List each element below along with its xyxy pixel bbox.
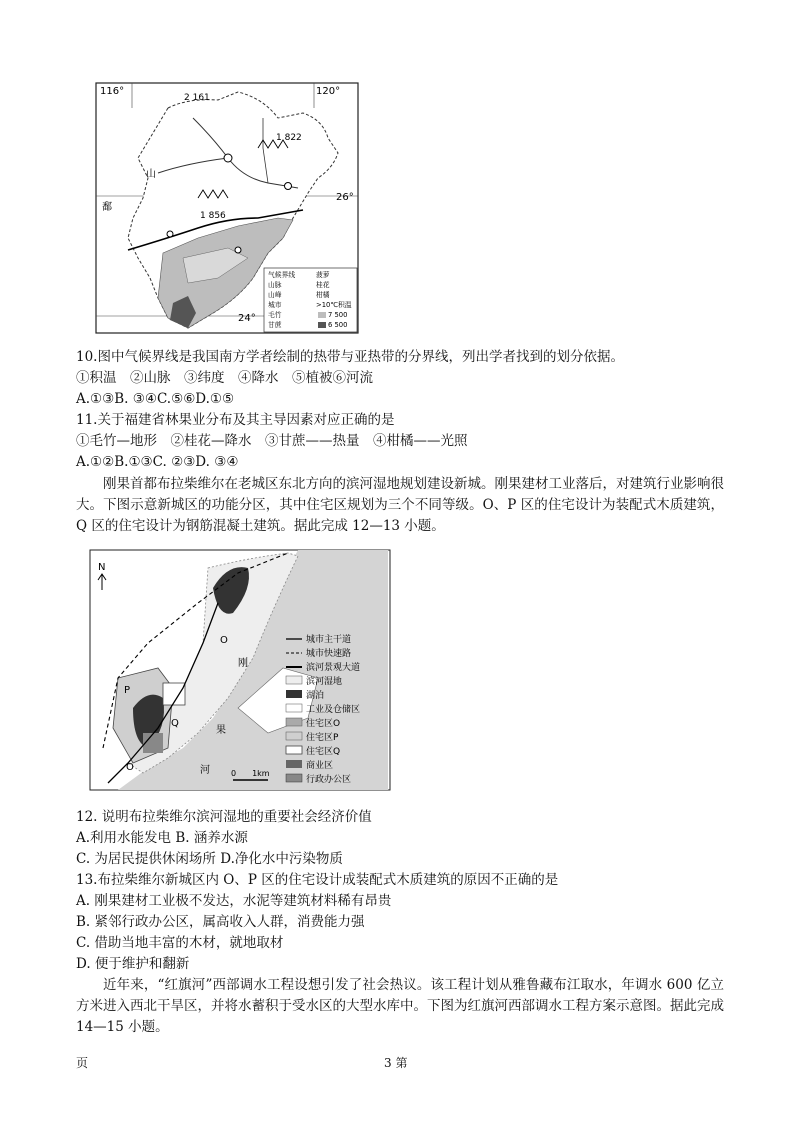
legend-entry: 毛竹 — [268, 311, 282, 319]
peak-label: 2 161 — [184, 93, 210, 103]
legend-entry: 7 500 — [328, 311, 348, 319]
legend-entry: 气候界线 — [268, 271, 296, 279]
fujian-map-svg — [88, 78, 374, 340]
brazzaville-newtown-map — [88, 548, 398, 798]
fujian-climate-map — [88, 78, 374, 340]
legend-entry: 住宅区P — [306, 733, 339, 743]
legend-entry: 菠萝 — [316, 271, 330, 279]
q12-options-ab: A.利用水能发电 B. 涵养水源 — [76, 830, 248, 846]
lat-26-label: 26° — [336, 192, 354, 203]
q13-option-c: C. 借助当地丰富的木材，就地取材 — [76, 935, 284, 951]
legend-entry: 甘蔗 — [268, 321, 282, 329]
q12-stem: 12. 说明布拉柴维尔滨河湿地的重要社会经济价值 — [76, 809, 372, 825]
legend-entry: 山脉 — [268, 281, 282, 289]
north-label: N — [98, 562, 106, 573]
zone-q-label: Q — [171, 718, 179, 729]
legend-entry: 商业区 — [306, 761, 334, 771]
q13-stem: 13.布拉柴维尔新城区内 O、P 区的住宅设计成装配式木质建筑的原因不正确的是 — [76, 872, 559, 888]
q13-option-b: B. 紧邻行政办公区，属高收入人群，消费能力强 — [76, 914, 365, 930]
legend-entry: 柑橘 — [316, 291, 330, 299]
q11-stem: 11.关于福建省林果业分布及其主导因素对应正确的是 — [76, 412, 395, 428]
passage-hongqi-river: 近年来，“红旗河”西部调水工程设想引发了社会热议。该工程计划从雅鲁藏布江取水，年调水 600 亿立方米进入西北干旱区，并将水蓄积于受水区的大型水库中。下图为红旗河西部调水工程方案示意图。据此完成 14—15 小题。 — [76, 977, 724, 1035]
q10-items: ①积温 ②山脉 ③纬度 ④降水 ⑤植被⑥河流 — [76, 370, 373, 386]
page-number: 3 第 — [384, 1056, 408, 1070]
legend-entry: 工业及仓储区 — [306, 705, 361, 715]
legend-entry: 城市 — [268, 301, 282, 309]
peak-label: 1 856 — [200, 211, 226, 221]
region-label: 鄱 — [102, 202, 112, 213]
legend-entry: 山峰 — [268, 291, 282, 299]
legend-entry: 湖泊 — [306, 691, 325, 701]
q13-option-d: D. 便于维护和翻新 — [76, 956, 190, 972]
legend-entry: 住宅区Q — [306, 747, 341, 757]
passage-brazzaville: 刚果首都布拉柴维尔在老城区东北方向的滨河湿地规划建设新城。刚果建材工业落后，对建筑行业影响很大。下图示意新城区的功能分区，其中住宅区规划为三个不同等级。O、P 区的住宅设计为装配式木质建筑，Q 区的住宅设计为钢筋混凝土建筑。据此完成 12—13 小题。 — [76, 476, 724, 534]
zone-o-label: O — [126, 762, 134, 773]
legend-entry: >10℃积温 — [316, 301, 352, 309]
q10-options: A.①③B. ③④C.⑤⑥D.①⑤ — [76, 391, 235, 407]
peak-label: 1 822 — [276, 133, 302, 143]
legend-entry: 城市快速路 — [306, 649, 352, 659]
footer-left: 页 — [76, 1056, 89, 1070]
q12-options-cd: C. 为居民提供休闲场所 D.净化水中污染物质 — [76, 851, 343, 867]
legend-entry: 滨河景观大道 — [306, 663, 361, 673]
q11-options: A.①②B.①③C. ②③D. ③④ — [76, 454, 239, 470]
zone-p-label: P — [124, 685, 131, 696]
legend-entry: 住宅区O — [306, 719, 341, 729]
river-he-label: 河 — [200, 765, 210, 776]
river-guo-label: 果 — [216, 725, 226, 736]
zone-o-label: O — [220, 635, 228, 646]
legend-entry: 6 500 — [328, 321, 348, 329]
scale-bar-label: 0 1km — [231, 769, 270, 778]
brazzaville-map-svg — [88, 548, 398, 798]
legend-entry: 城市主干道 — [306, 635, 352, 645]
q13-option-a: A. 刚果建材工业极不发达，水泥等建筑材料稀有昂贵 — [76, 893, 392, 909]
river-gang-label: 刚 — [238, 658, 248, 669]
legend-entry: 滨河湿地 — [306, 677, 343, 687]
lat-24-label: 24° — [238, 313, 256, 324]
q11-items: ①毛竹—地形 ②桂花—降水 ③甘蔗——热量 ④柑橘——光照 — [76, 433, 468, 449]
region-label: 山 — [146, 169, 156, 180]
legend-entry: 桂花 — [316, 281, 330, 289]
lon-116-label: 116° — [100, 86, 125, 97]
q10-stem: 10.图中气候界线是我国南方学者绘制的热带与亚热带的分界线，列出学者找到的划分依据。 — [76, 349, 624, 365]
legend-entry: 行政办公区 — [306, 775, 352, 785]
lon-120-label: 120° — [316, 86, 341, 97]
